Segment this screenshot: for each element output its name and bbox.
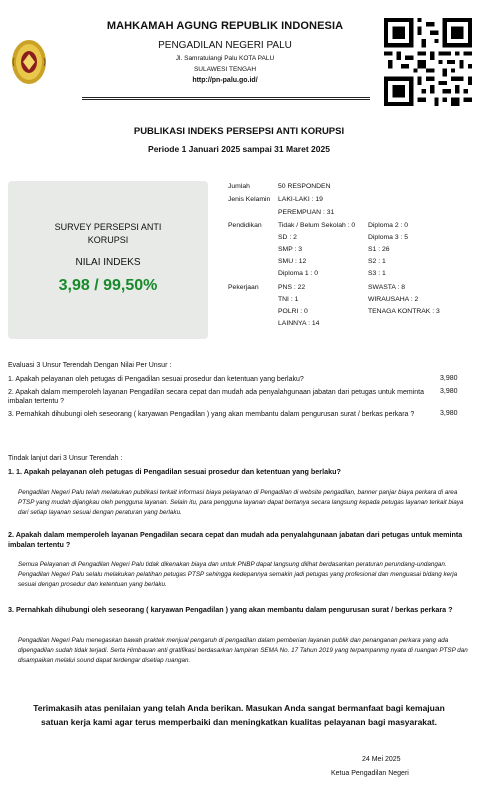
court-name: PENGADILAN NEGERI PALU xyxy=(158,40,292,51)
index-card-label-line1: SURVEY PERSEPSI ANTI xyxy=(54,222,162,232)
pekerjaan-item: PNS : 22 xyxy=(278,284,306,291)
followup-answer: Semua Pelayanan di Pengadilan Negeri Palu tidak dikenakan biaya dan untuk PNBP dapat langsung dilihat berdasarkan peraturan perundang-undangan. Pengadilan Negeri Palu selalu melakukan pelatihan petugas PTSP sehingga kedepannya semakin jadi petugas yang profesional dan menguasai bidang kerja sesuai dengan prosedur dan ketentuan yang berlaku. xyxy=(18,561,458,588)
evaluation-item: 3. Pernahkah dihubungi oleh seseorang ( karyawan Pengadilan ) yang akan membantu dalam pengurusan surat / berkas perkara ? xyxy=(8,411,415,418)
report-period: Periode 1 Januari 2025 sampai 31 Maret 2025 xyxy=(148,144,330,154)
pekerjaan-label: Pekerjaan xyxy=(228,284,259,291)
evaluation-heading: Evaluasi 3 Unsur Terendah Dengan Nilai Per Unsur : xyxy=(8,362,172,369)
evaluation-item: 2. Apakah dalam memperoleh layanan Pengadilan secara cepat dan mudah ada penyalahgunaan jabatan dari petugas untuk meminta imbalan tertentu ? xyxy=(8,389,425,405)
qr-code-icon xyxy=(384,18,472,106)
signature-role: Ketua Pengadilan Negeri xyxy=(331,770,409,777)
pekerjaan-item: POLRI : 0 xyxy=(278,308,308,315)
jenis-kelamin-label: Jenis Kelamin xyxy=(228,196,271,203)
followup-answer: Pengadilan Negeri Palu telah melakukan publikasi terkait informasi biaya pelayanan di Pengadilan di website pengadilan, banner panjar biaya perkara di area PTSP yang mudah dijangkau oleh pengguna layanan. Selain itu, para pengguna layanan dapat bertanya secara langsung kepada petugas layanan terkait biaya dari setiap layanan sesuai dengan peraturan yang berlaku. xyxy=(18,489,464,516)
index-card xyxy=(8,181,208,339)
followup-question: 3. Pernahkah dihubungi oleh seseorang ( karyawan Pengadilan ) yang akan membantu dalam pengurusan surat / berkas perkara ? xyxy=(8,605,453,614)
pendidikan-item: S3 : 1 xyxy=(368,270,386,277)
jumlah-value: 50 RESPONDEN xyxy=(278,183,331,190)
court-address: Jl. Samratulangi Palu KOTA PALU xyxy=(175,55,275,62)
court-emblem-icon xyxy=(10,38,48,86)
org-name: MAHKAMAH AGUNG REPUBLIK INDONESIA xyxy=(106,20,344,32)
pekerjaan-item: SWASTA : 8 xyxy=(368,284,406,291)
signature-date: 24 Mei 2025 xyxy=(362,756,401,763)
header-divider xyxy=(82,97,370,100)
followup-heading: Tindak lanjut dari 3 Unsur Terendah : xyxy=(8,455,123,462)
evaluation-value: 3,980 xyxy=(440,410,458,417)
court-website-link[interactable]: http://pn-palu.go.id/ xyxy=(192,77,258,84)
jumlah-label: Jumlah xyxy=(228,183,250,190)
index-card-label-line2: KORUPSI xyxy=(87,235,129,245)
pendidikan-item: Diploma 1 : 0 xyxy=(278,270,319,277)
report-title: PUBLIKASI INDEKS PERSEPSI ANTI KORUPSI xyxy=(133,126,345,137)
index-card-label xyxy=(8,221,208,247)
followup-question: 2. Apakah dalam memperoleh layanan Pengadilan secara cepat dan mudah ada penyalahgunaan jabatan dari petugas untuk meminta imbalan tertentu ? xyxy=(8,530,463,549)
pendidikan-item: Tidak / Belum Sekolah : 0 xyxy=(278,222,356,229)
pendidikan-item: SMP : 3 xyxy=(278,246,303,253)
pekerjaan-item: WIRAUSAHA : 2 xyxy=(368,296,419,303)
court-province: SULAWESI TENGAH xyxy=(193,66,257,73)
pendidikan-item: S1 : 26 xyxy=(368,246,390,253)
followup-question: 1. 1. Apakah pelayanan oleh petugas di Pengadilan sesuai prosedur dan ketentuan yang berlaku? xyxy=(8,467,341,476)
evaluation-item: 1. Apakah pelayanan oleh petugas di Pengadilan sesuai prosedur dan ketentuan yang berlaku? xyxy=(8,376,304,383)
pendidikan-item: Diploma 2 : 0 xyxy=(368,222,409,229)
pendidikan-label: Pendidikan xyxy=(228,222,262,229)
evaluation-value: 3,980 xyxy=(440,375,458,382)
pendidikan-item: SD : 2 xyxy=(278,234,297,241)
pendidikan-item: Diploma 3 : 5 xyxy=(368,234,409,241)
pendidikan-item: SMU : 12 xyxy=(278,258,307,265)
pekerjaan-item: TNI : 1 xyxy=(278,296,299,303)
pekerjaan-item: TENAGA KONTRAK : 3 xyxy=(368,308,440,315)
closing-message: Terimakasih atas penilaian yang telah Anda berikan. Masukan Anda sangat bermanfaat bagi kemajuan satuan kerja kami agar terus memperbaiki dan meningkatkan kualitas pelayanan bagi masyarakat. xyxy=(33,703,445,727)
evaluation-value: 3,980 xyxy=(440,388,458,395)
index-card-subtitle: NILAI INDEKS xyxy=(75,257,141,268)
index-value: 3,98 / 99,50% xyxy=(58,277,158,294)
followup-answer: Pengadilan Negeri Palu menegaskan bawah praktek menjual pengaruh di pengadilan dalam pemberian layanan publik dan penanganan perkara yang ada dipengadilan sudah tidak terjadi. Serta Himbauan anti gratifikasi berdasarkan lampiran SEMA No. 17 Tahun 2019 yang terpampanmg nyata di ruangan PTSP dan disampaikan melalui sound dapat terdengar disetiap ruangan. xyxy=(18,637,468,664)
pekerjaan-item: LAINNYA : 14 xyxy=(278,320,320,327)
pendidikan-item: S2 : 1 xyxy=(368,258,386,265)
laki-value: LAKI-LAKI : 19 xyxy=(278,196,323,203)
perempuan-value: PEREMPUAN : 31 xyxy=(278,209,335,216)
